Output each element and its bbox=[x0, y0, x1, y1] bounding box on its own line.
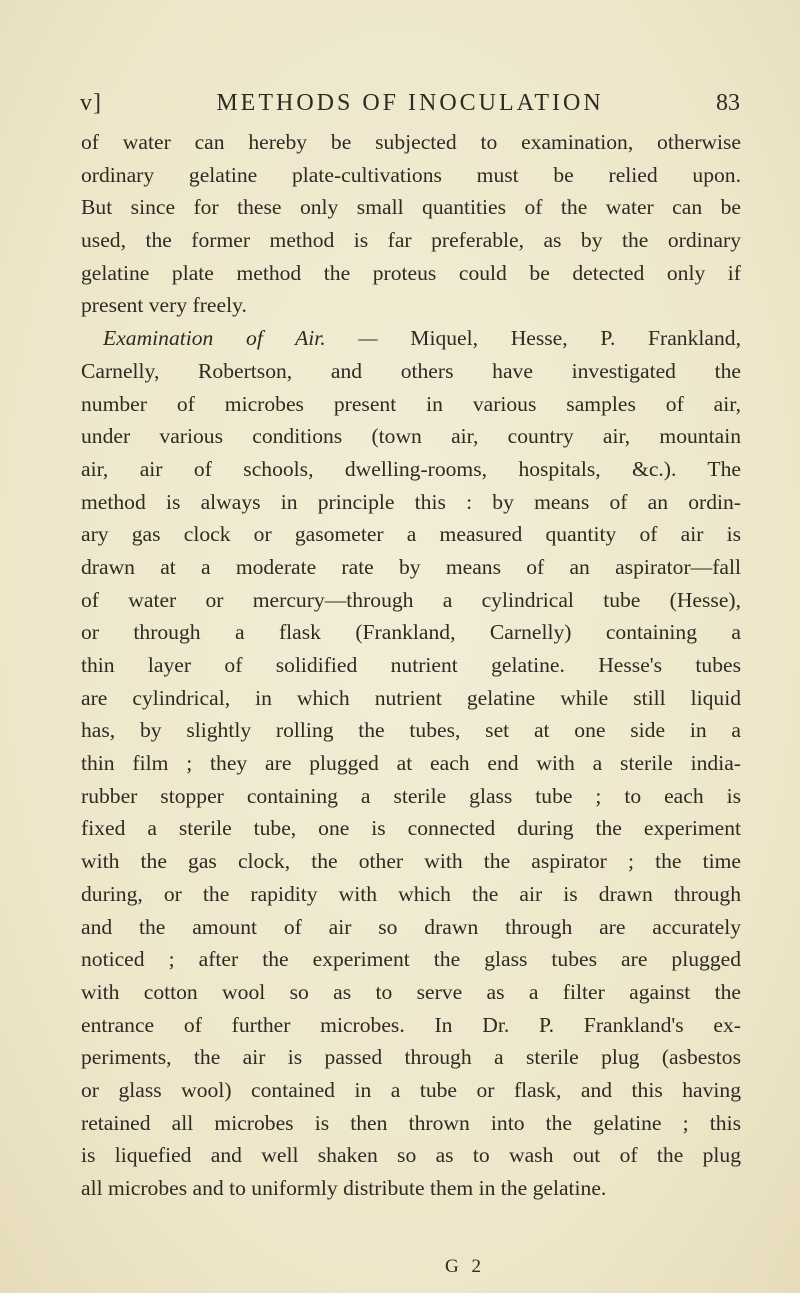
chapter-marker: v] bbox=[80, 90, 102, 116]
running-header bbox=[80, 90, 740, 130]
text-line: present very freely. bbox=[81, 293, 247, 318]
text-line: periments, the air is passed through a sterile plug (asbestos bbox=[81, 1045, 741, 1070]
text-line: thin film ; they are plugged at each end with a sterile india- bbox=[81, 751, 741, 776]
text-line: number of microbes present in various samples of air, bbox=[81, 391, 741, 416]
text-line: or glass wool) contained in a tube or flask, and this having bbox=[81, 1077, 741, 1102]
text-line: used, the former method is far preferable, as by the ordinary bbox=[81, 228, 741, 253]
text-line: rubber stopper containing a sterile glass tube ; to each is bbox=[81, 783, 741, 808]
text-line: ordinary gelatine plate-cultivations must be relied upon. bbox=[81, 162, 741, 187]
text-line: of water or mercury—through a cylindrical tube (Hesse), bbox=[81, 587, 741, 612]
text-line: or through a flask (Frankland, Carnelly) containing a bbox=[81, 620, 741, 645]
page-number: 83 bbox=[716, 90, 740, 116]
text-line: under various conditions (town air, country air, mountain bbox=[81, 424, 741, 449]
text-line: during, or the rapidity with which the air is drawn through bbox=[81, 881, 741, 906]
text-line: But since for these only small quantities of the water can be bbox=[81, 195, 741, 220]
text-line: with the gas clock, the other with the aspirator ; the time bbox=[81, 849, 741, 874]
text-line: all microbes and to uniformly distribute them in the gelatine. bbox=[81, 1176, 607, 1200]
text-line: noticed ; after the experiment the glass tubes are plugged bbox=[81, 947, 741, 972]
body-text bbox=[81, 126, 741, 1205]
text-line: method is always in principle this : by means of an ordin- bbox=[81, 489, 741, 514]
text-line: ary gas clock or gasometer a measured quantity of air is bbox=[81, 522, 741, 547]
text-line: thin layer of solidified nutrient gelatine. Hesse's tubes bbox=[81, 653, 741, 677]
text-line: and the amount of air so drawn through are accurately bbox=[81, 914, 741, 939]
signature-mark: G 2 bbox=[445, 1256, 485, 1277]
text-line: is liquefied and well shaken so as to wash out of the plug bbox=[81, 1143, 741, 1168]
text-line: air, air of schools, dwelling-rooms, hospitals, &c.). The bbox=[81, 456, 741, 481]
text-line: gelatine plate method the proteus could be detected only if bbox=[81, 260, 741, 285]
text-line: entrance of further microbes. In Dr. P. Frankland's ex- bbox=[81, 1012, 741, 1037]
running-title: METHODS OF INOCULATION bbox=[216, 90, 604, 116]
text-line: fixed a sterile tube, one is connected during the experiment bbox=[81, 816, 741, 841]
text-line: are cylindrical, in which nutrient gelatine while still liquid bbox=[81, 685, 741, 710]
text-line: Carnelly, Robertson, and others have investigated the bbox=[81, 358, 741, 383]
text-line: with cotton wool so as to serve as a filter against the bbox=[81, 979, 741, 1004]
text-line: of water can hereby be subjected to examination, otherwise bbox=[81, 130, 741, 154]
text-line-fragment: Miquel, Hesse, P. Frankland, bbox=[410, 326, 741, 351]
text-line: has, by slightly rolling the tubes, set at one side in a bbox=[81, 718, 741, 743]
section-heading: Examination of Air. — bbox=[103, 326, 378, 351]
text-line: drawn at a moderate rate by means of an aspirator—fall bbox=[81, 554, 741, 579]
section-start-line bbox=[81, 322, 741, 355]
text-line: retained all microbes is then thrown into the gelatine ; this bbox=[81, 1110, 741, 1135]
